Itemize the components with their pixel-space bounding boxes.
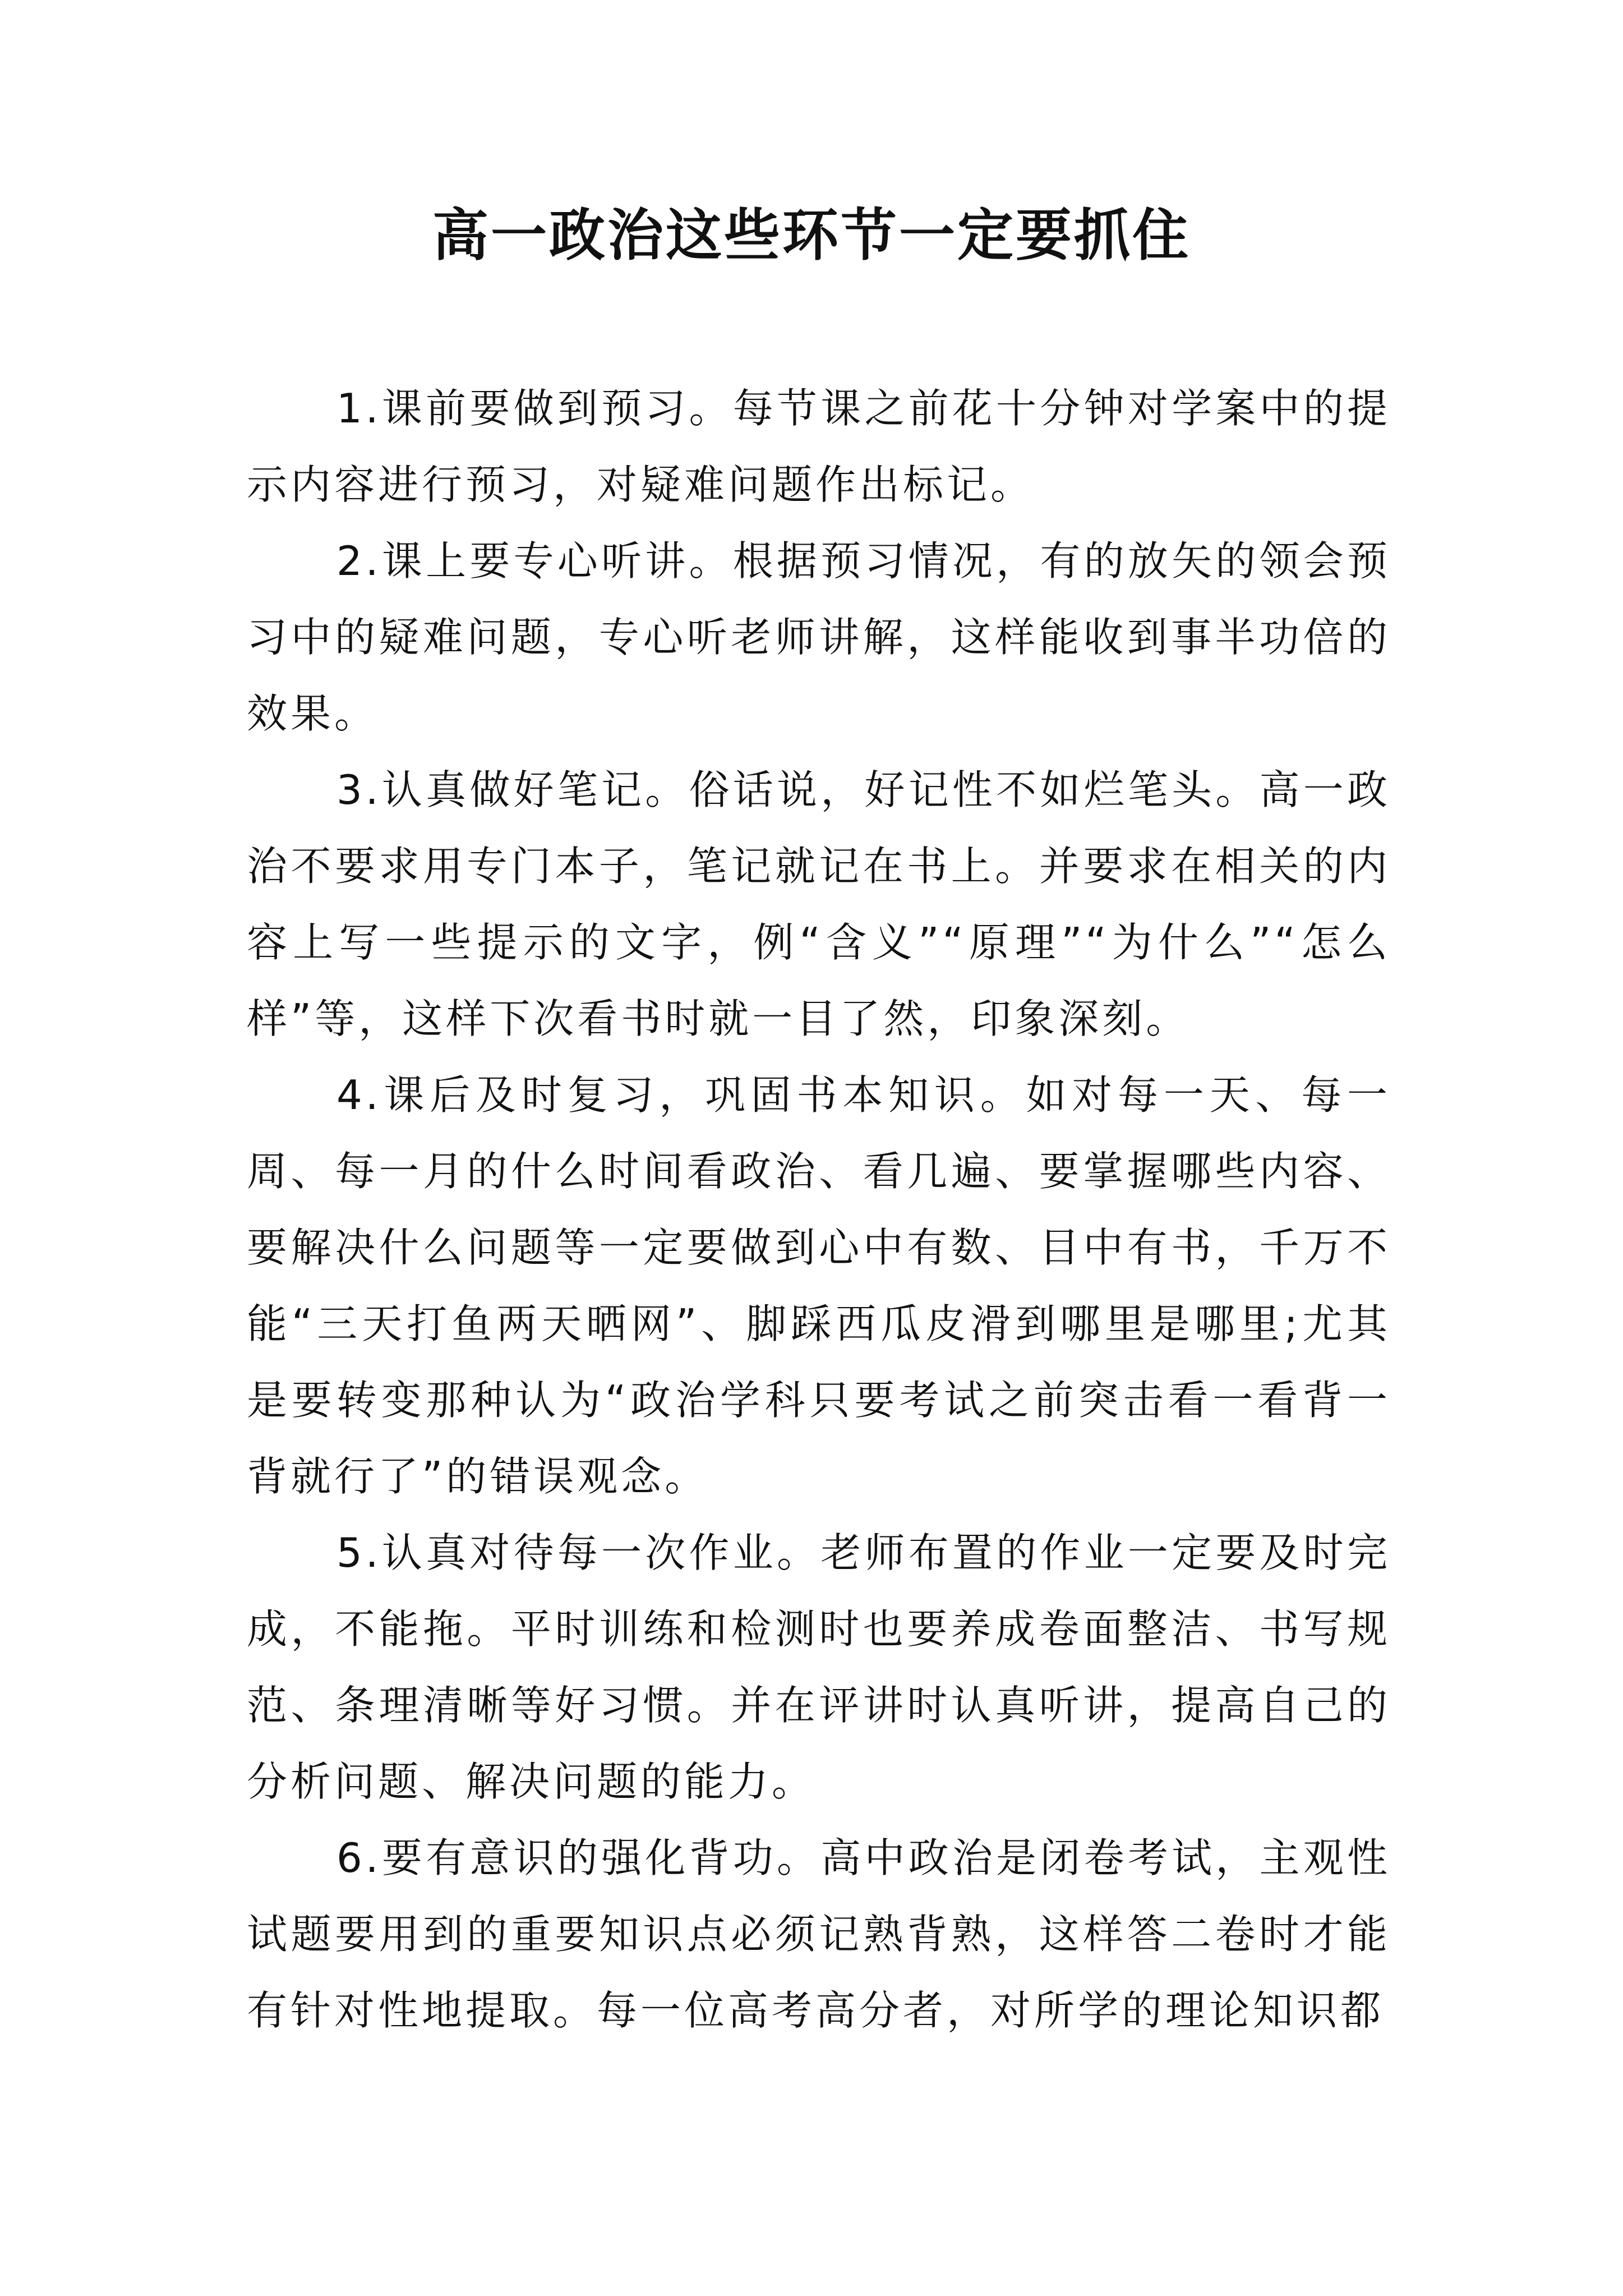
paragraph-5: 5.认真对待每一次作业。老师布置的作业一定要及时完成，不能拖。平时训练和检测时也要养成卷面整洁、书写规范、条理清晰等好习惯。并在评讲时认真听讲，提高自己的分析问题、解决问题的能力。 (247, 1529, 1391, 1805)
page-title: 高一政治这些环节一定要抓住 (432, 203, 1191, 268)
paragraph-4: 4.课后及时复习，巩固书本知识。如对每一天、每一周、每一月的什么时间看政治、看几遍、要掌握哪些内容、要解决什么问题等一定要做到心中有数、目中有书，千万不能“三天打鱼两天晒网”、脚踩西瓜皮滑到哪里是哪里;尤其是要转变那种认为“政治学科只要考试之前突击看一看背一背就行了”的错误观念。 (247, 1071, 1391, 1500)
document-body (247, 370, 1391, 2049)
paragraph-3: 3.认真做好笔记。俗话说，好记性不如烂笔头。高一政治不要求用专门本子，笔记就记在书上。并要求在相关的内容上写一些提示的文字，例“含义”“原理”“为什么”“怎么样”等，这样下次看书时就一目了然，印象深刻。 (247, 766, 1391, 1042)
paragraph-2: 2.课上要专心听讲。根据预习情况，有的放矢的领会预习中的疑难问题，专心听老师讲解，这样能收到事半功倍的效果。 (247, 537, 1391, 737)
paragraph-1: 1.课前要做到预习。每节课之前花十分钟对学案中的提示内容进行预习，对疑难问题作出标记。 (247, 385, 1391, 508)
paragraph-6: 6.要有意识的强化背功。高中政治是闭卷考试，主观性试题要用到的重要知识点必须记熟背熟，这样答二卷时才能有针对性地提取。每一位高考高分者，对所学的理论知识都 (247, 1834, 1391, 2034)
